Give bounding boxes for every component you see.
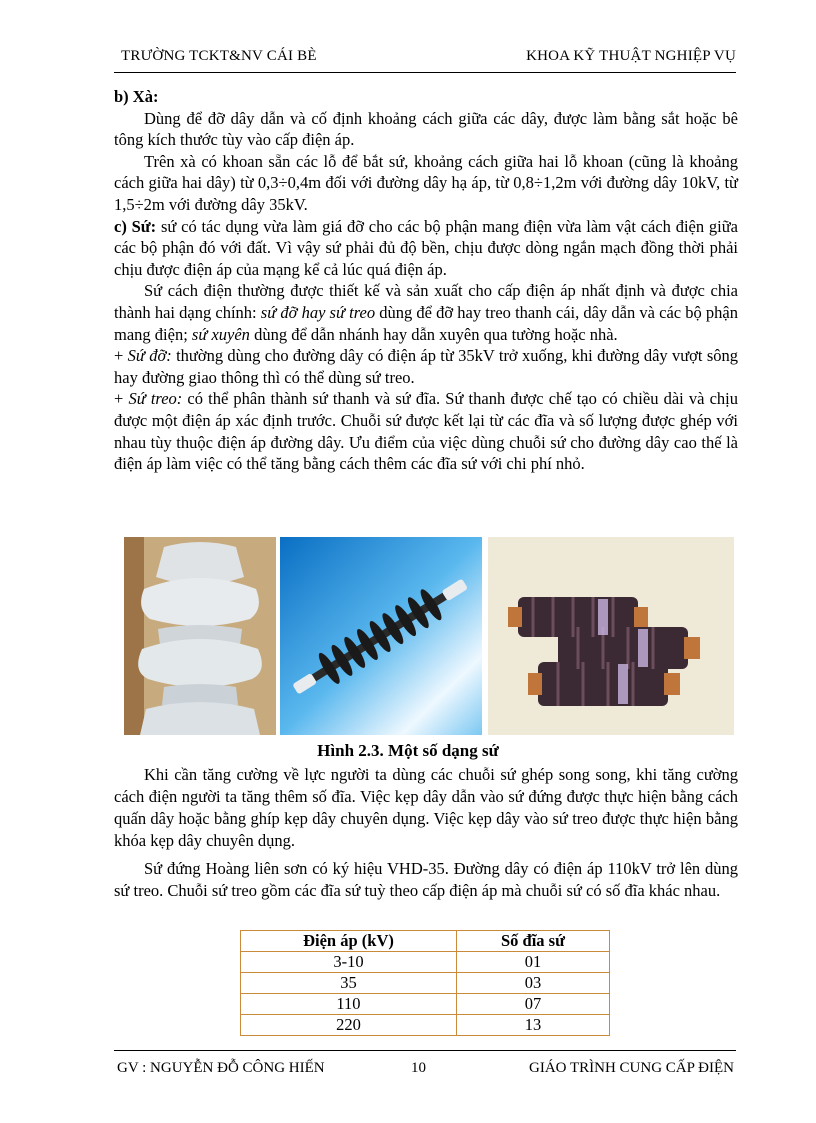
table-cell: 3-10 bbox=[241, 952, 457, 973]
section-c-label: c) Sứ: bbox=[114, 216, 157, 236]
section-b-para-2: Trên xà có khoan sẵn các lỗ để bắt sứ, khoảng cách giữa hai lỗ khoan (cũng là khoảng cách giữa hai dây) từ 0,3÷0,4m đối với đường dây hạ áp, từ 0,8÷1,2m với đường dây 10kV, từ 1,5÷2m với đường dây 35kV. bbox=[114, 151, 738, 214]
table-row bbox=[241, 994, 610, 1015]
figure-caption: Hình 2.3. Một số dạng sứ bbox=[317, 741, 499, 760]
table-cell: 35 bbox=[241, 973, 457, 994]
header-school: TRƯỜNG TCKT&NV CÁI BÈ bbox=[121, 48, 317, 64]
table-cell: 220 bbox=[241, 1015, 457, 1036]
footer-book-title: GIÁO TRÌNH CUNG CẤP ĐIỆN bbox=[529, 1060, 734, 1076]
body-text-top bbox=[114, 86, 738, 475]
section-b-heading: b) Xà: bbox=[114, 87, 159, 106]
section-b-para-1: Dùng để đỡ dây dẫn và cố định khoảng cách giữa các dây, được làm bằng sắt hoặc bê tông kích thước tùy vào cấp điện áp. bbox=[114, 108, 738, 150]
table-cell: 110 bbox=[241, 994, 457, 1015]
table-header-discs: Số đĩa sứ bbox=[456, 931, 609, 952]
composite-suspension-insulator-photo bbox=[280, 537, 482, 735]
table-cell: 13 bbox=[456, 1015, 609, 1036]
after-para-1: Khi cần tăng cường về lực người ta dùng các chuỗi sứ ghép song song, khi tăng cường cách điện người ta tăng thêm số đĩa. Việc kẹp dây dẫn vào sứ đứng được thực hiện bằng cách quấn dây hoặc bằng ghíp kẹp dây chuyên dụng. Việc kẹp dây vào sứ treo được thực hiện bằng khóa kẹp dây chuyên dụng. bbox=[114, 765, 738, 850]
insulator-figures bbox=[124, 537, 734, 735]
footer-rule bbox=[114, 1050, 736, 1051]
footer-page-number: 10 bbox=[411, 1060, 426, 1076]
table-header-voltage: Điện áp (kV) bbox=[241, 931, 457, 952]
voltage-disc-table bbox=[240, 930, 610, 1036]
footer-author: GV : NGUYỄN ĐỖ CÔNG HIẾN bbox=[117, 1060, 325, 1076]
header-rule bbox=[114, 72, 736, 73]
table-cell: 01 bbox=[456, 952, 609, 973]
table-cell: 07 bbox=[456, 994, 609, 1015]
pin-insulator-photo bbox=[124, 537, 276, 735]
bullet-su-do: + Sứ đỡ: thường dùng cho đường dây có điện áp từ 35kV trở xuống, khi đường dây vượt sông hay đường giao thông thì có thể dùng sứ treo. bbox=[114, 346, 738, 387]
bullet-su-treo: + Sứ treo: có thể phân thành sứ thanh và sứ đĩa. Sứ thanh được chế tạo có chiều dài và chịu được một điện áp xác định trước. Chuỗi sứ được kết lại từ các đĩa và số lượng được ghép với nhau tùy thuộc điện áp đường dây. Ưu điểm của việc dùng chuỗi sứ cho đường dây cao thế là điện áp làm việc có thể tăng bằng cách thêm các đĩa sứ với chi phí nhỏ. bbox=[114, 389, 738, 474]
table-row bbox=[241, 973, 610, 994]
section-c-para-2: Sứ cách điện thường được thiết kế và sản xuất cho cấp điện áp nhất định và được chia thành hai dạng chính: sứ đỡ hay sứ treo dùng để đỡ hay treo thanh cái, dây dẫn và các bộ phận mang điện; sứ xuyên dùng để dẫn nhánh hay dẫn xuyên qua tường hoặc nhà. bbox=[114, 281, 738, 344]
table-row bbox=[241, 1015, 610, 1036]
table-header-row bbox=[241, 931, 610, 952]
table-row bbox=[241, 952, 610, 973]
table-cell: 03 bbox=[456, 973, 609, 994]
after-para-2: Sứ đứng Hoàng liên sơn có ký hiệu VHD-35. Đường dây có điện áp 110kV trở lên dùng sứ treo. Chuỗi sứ treo gồm các đĩa sứ tuỳ theo cấp điện áp mà chuỗi sứ có số đĩa khác nhau. bbox=[114, 859, 738, 900]
post-insulators-photo bbox=[488, 537, 734, 735]
header-department: KHOA KỸ THUẬT NGHIỆP VỤ bbox=[526, 48, 736, 64]
section-c-para-1: c) Sứ: sứ có tác dụng vừa làm giá đỡ cho các bộ phận mang điện vừa làm vật cách điện giữa các bộ phận đó với đất. Vì vậy sứ phải đủ độ bền, chịu được dòng ngắn mạch đồng thời phải chịu được điện áp của mạng kể cả lúc quá điện áp. bbox=[114, 216, 738, 279]
body-text-bottom bbox=[114, 764, 738, 902]
